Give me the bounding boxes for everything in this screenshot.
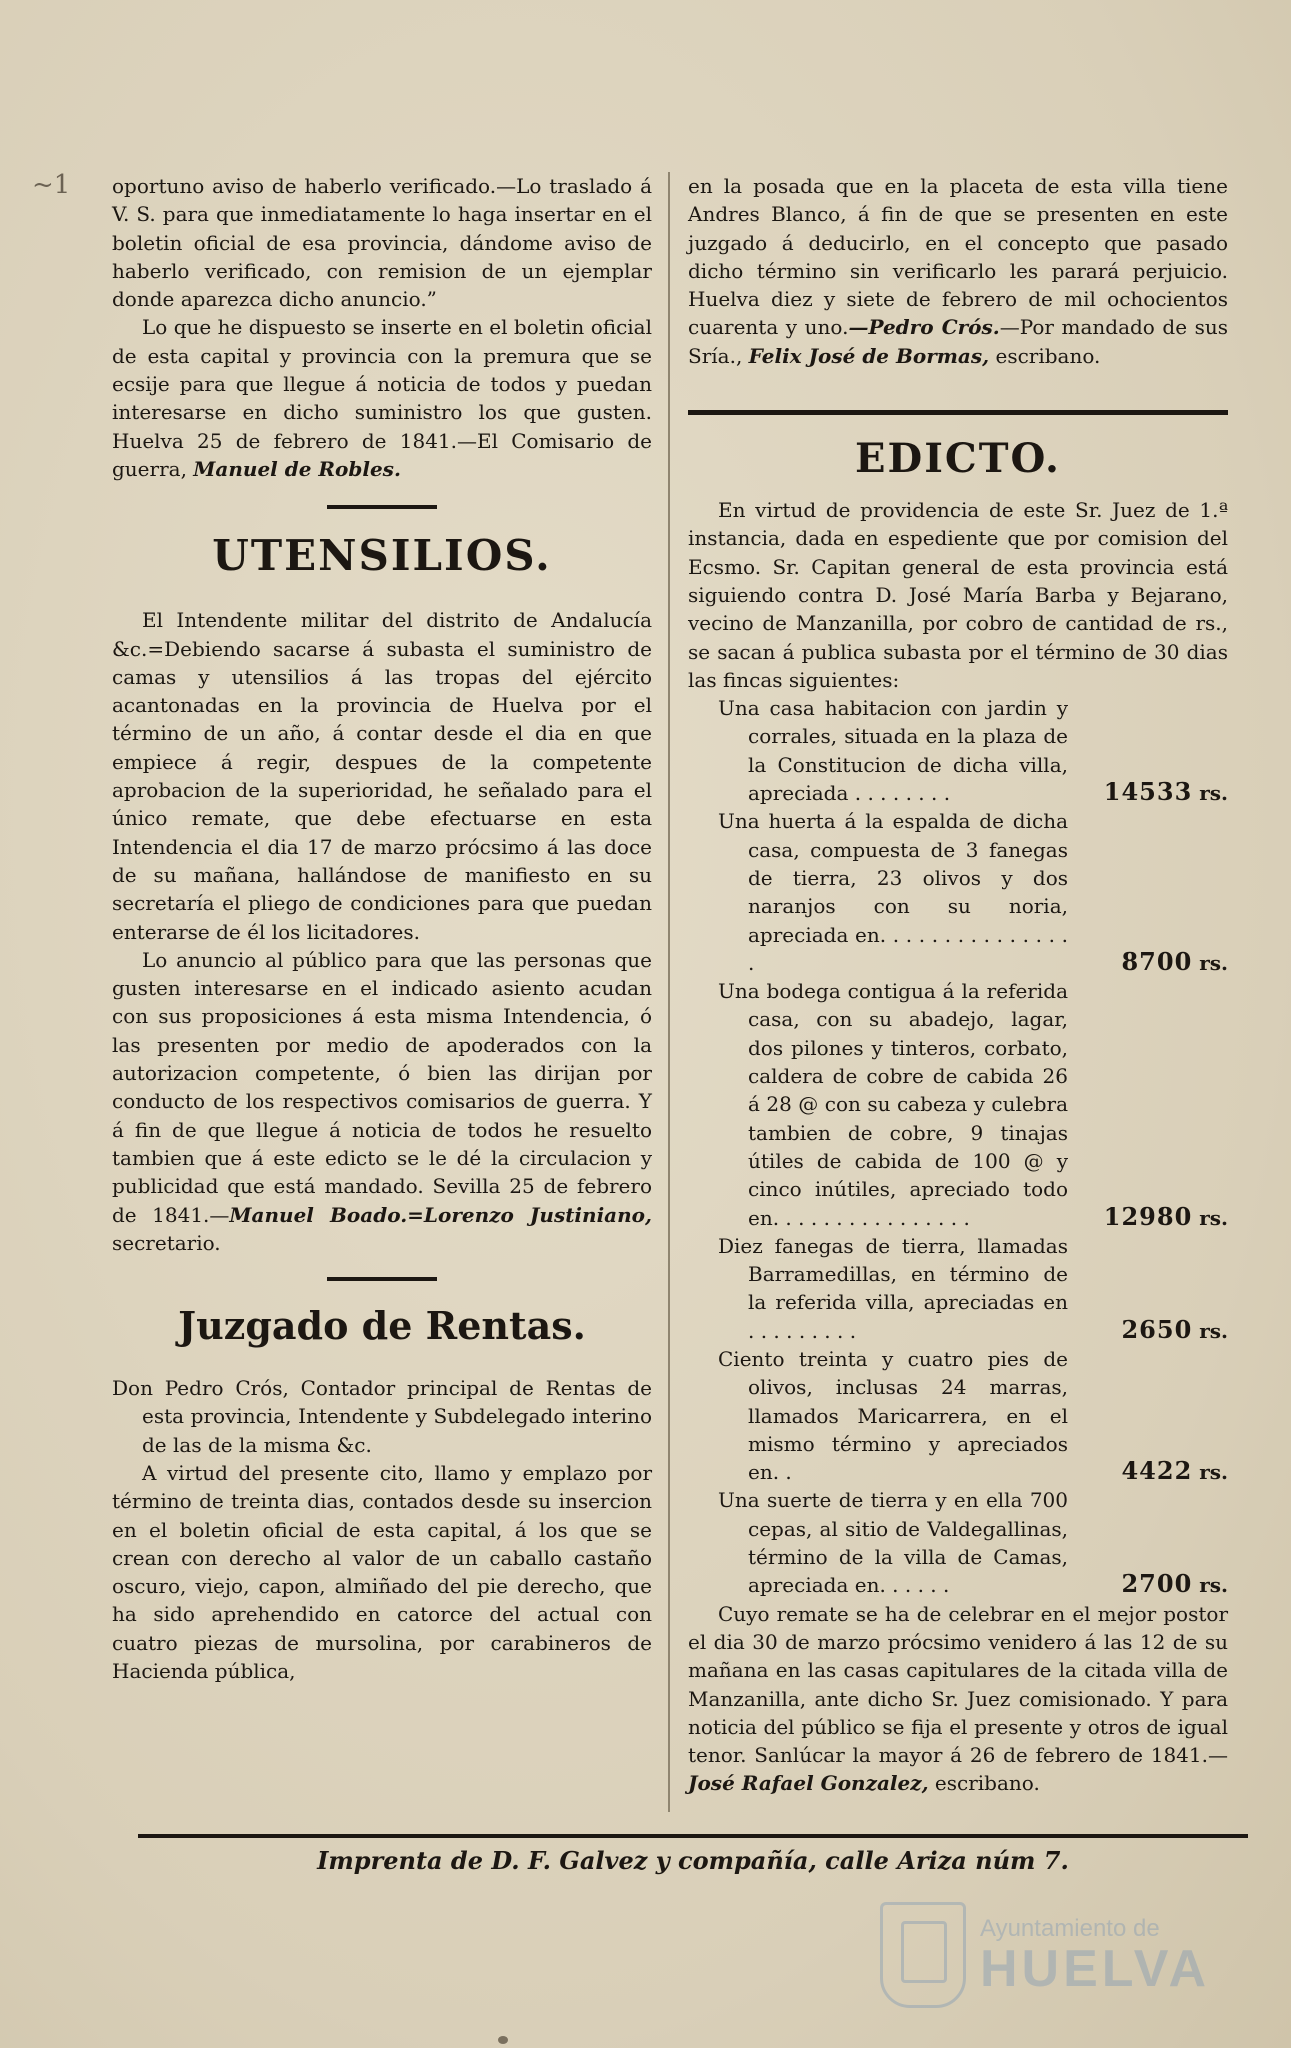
property-description: Una huerta á la espalda de dicha casa, compuesta de 3 fanegas de tierra, 23 olivos y dos naranjos con su noria, apreciada en. . . . . . . . . . . . . . . . [718, 809, 1068, 975]
property-list [688, 694, 1228, 1600]
property-description: Una casa habitacion con jardin y corrales, situada en la plaza de la Constitucion de dicha villa, apreciada . . . . . . . . [718, 696, 1068, 806]
left-column [112, 172, 652, 1685]
property-description: Una bodega contigua á la referida casa, con su abadejo, lagar, dos pilones y tinteros, corbato, caldera de cobre de cabida 26 á 28 @ con su cabeza y culebra tambien de cobre, 9 tinajas útiles de cabida de 100 @ y cinco inútiles, apreciado todo en. . . . . . . . . . . . . . . . [718, 979, 1068, 1230]
property-item [688, 1486, 1228, 1599]
utensilios-heading: UTENSILIOS. [212, 531, 552, 581]
column-divider [668, 172, 670, 1812]
property-price: 14533 rs. [1103, 777, 1228, 807]
property-item [688, 977, 1228, 1232]
juzgado-heading: Juzgado de Rentas. [178, 1303, 586, 1349]
property-price: 8700 rs. [1121, 946, 1228, 976]
property-price: 2650 rs. [1121, 1314, 1228, 1344]
watermark-line-1: Ayuntamiento de [980, 1915, 1160, 1942]
property-description: Diez fanegas de tierra, llamadas Barramedillas, en término de la referida villa, apreciadas en . . . . . . . . . [718, 1233, 1068, 1343]
archive-watermark [880, 1900, 1220, 2010]
property-item [688, 1232, 1228, 1345]
property-price: 4422 rs. [1121, 1456, 1228, 1486]
printer-imprint: Imprenta de D. F. Galvez y compañía, calle Ariza núm 7. [317, 1846, 1069, 1875]
coat-of-arms-icon [880, 1902, 966, 2008]
right-column [688, 172, 1228, 1798]
signature-cros: —Pedro Crós. [848, 315, 1000, 340]
section-divider-long [688, 410, 1228, 415]
juzgado-paragraph-2: A virtud del presente cito, llamo y emplazo por término de treinta dias, contados desde su insercion en el boletin oficial de esta capital, á los que se crean con derecho al valor de un caballo castaño oscuro, viejo, capon, almiñado del pie derecho, que ha sido aprehendido en catorce del actual con cuatro piezas de mursolina, por carabineros de Hacienda pública, [112, 1460, 652, 1684]
signature-gonzalez: José Rafael Gonzalez, [688, 1771, 929, 1796]
property-description: Ciento treinta y cuatro pies de olivos, inclusas 24 marras, llamados Maricarrera, en el mismo término y apreciados en. . [718, 1346, 1068, 1485]
signature-robles: Manuel de Robles. [193, 456, 401, 481]
property-item [688, 694, 1228, 807]
property-description: Una suerte de tierra y en ella 700 cepas, al sitio de Valdegallinas, término de la villa de Camas, apreciada en. . . . . . [718, 1488, 1068, 1598]
opening-paragraph-2: Lo que he dispuesto se inserte en el boletin oficial de esta capital y provincia con la premura que se ecsije para que llegue á noticia de todos y puedan interesarse en dicho suministro los que gusten. Huelva 25 de febrero de 1841.—El Comisario de guerra, Manuel de Robles. [112, 315, 652, 481]
juzgado-paragraph-1: Don Pedro Crós, Contador principal de Rentas de esta provincia, Intendente y Subdelegado interino de las de la misma &c. [112, 1376, 652, 1457]
corner-mark: ~1 [32, 170, 71, 200]
watermark-line-2: HUELVA [980, 1940, 1211, 1998]
juzgado-continuation: en la posada que en la placeta de esta villa tiene Andres Blanco, á fin de que se presenten en este juzgado á deducirlo, en el concepto que pasado dicho término sin verificarlo les parará perjuicio. Huelva diez y siete de febrero de mil ochocientos cuarenta y uno.—Pedro Crós.—Por mandado de sus Sría., Felix José de Bormas, escribano. [688, 174, 1228, 368]
footer-divider [138, 1834, 1248, 1838]
section-divider [327, 1277, 437, 1281]
edicto-heading: EDICTO. [855, 435, 1061, 483]
signature-boado: Manuel Boado.=Lorenzo Justiniano, [229, 1202, 652, 1227]
opening-paragraph: oportuno aviso de haberlo verificado.—Lo traslado á V. S. para que inmediatamente lo haga insertar en el boletin oficial de esa provincia, dándome aviso de haberlo verificado, con remision de un ejemplar donde aparezca dicho anuncio.” [112, 174, 652, 312]
property-price: 2700 rs. [1121, 1569, 1228, 1599]
utensilios-paragraph-1: El Intendente militar del distrito de Andalucía &c.=Debiendo sacarse á subasta el suministro de camas y utensilios á las tropas del ejército acantonadas en la provincia de Huelva por el término de un año, á contar desde el dia en que empiece á regir, despues de la competente aprobacion de la superioridad, he señalado para el único remate, que debe efectuarse en esta Intendencia el dia 17 de marzo prócsimo á las doce de su mañana, hallándose de manifiesto en su secretaría el pliego de condiciones para que puedan enterarse de él los licitadores. [112, 608, 652, 944]
utensilios-paragraph-2: Lo anuncio al público para que las personas que gusten interesarse en el indicado asiento acudan con sus proposiciones á esta misma Intendencia, ó las presenten por medio de apoderados con la autorizacion competente, ó bien las dirijan por conducto de los respectivos comisarios de guerra. Y á fin de que llegue á noticia de todos he resuelto tambien que á este edicto se le dé la circulacion y publicidad que está mandado. Sevilla 25 de febrero de 1841.—Manuel Boado.=Lorenzo Justiniano, secretario. [112, 947, 652, 1255]
property-price: 12980 rs. [1103, 1201, 1228, 1231]
paper-mark [498, 2036, 508, 2044]
edicto-intro: En virtud de providencia de este Sr. Juez de 1.ª instancia, dada en espediente que por comision del Ecsmo. Sr. Capitan general de esta provincia está siguiendo contra D. José María Barba y Bejarano, vecino de Manzanilla, por cobro de cantidad de rs., se sacan á publica subasta por el término de 30 dias las fincas siguientes: [688, 498, 1228, 692]
section-divider [327, 505, 437, 509]
property-item [688, 807, 1228, 977]
edicto-closing: Cuyo remate se ha de celebrar en el mejor postor el dia 30 de marzo prócsimo venidero á las 12 de su mañana en las casas capitulares de la citada villa de Manzanilla, ante dicho Sr. Juez comisionado. Y para noticia del público se fija el presente y otros de igual tenor. Sanlúcar la mayor á 26 de febrero de 1841.—José Rafael Gonzalez, escribano. [688, 1601, 1228, 1796]
signature-bormas: Felix José de Bormas, [748, 343, 990, 368]
property-item [688, 1345, 1228, 1486]
